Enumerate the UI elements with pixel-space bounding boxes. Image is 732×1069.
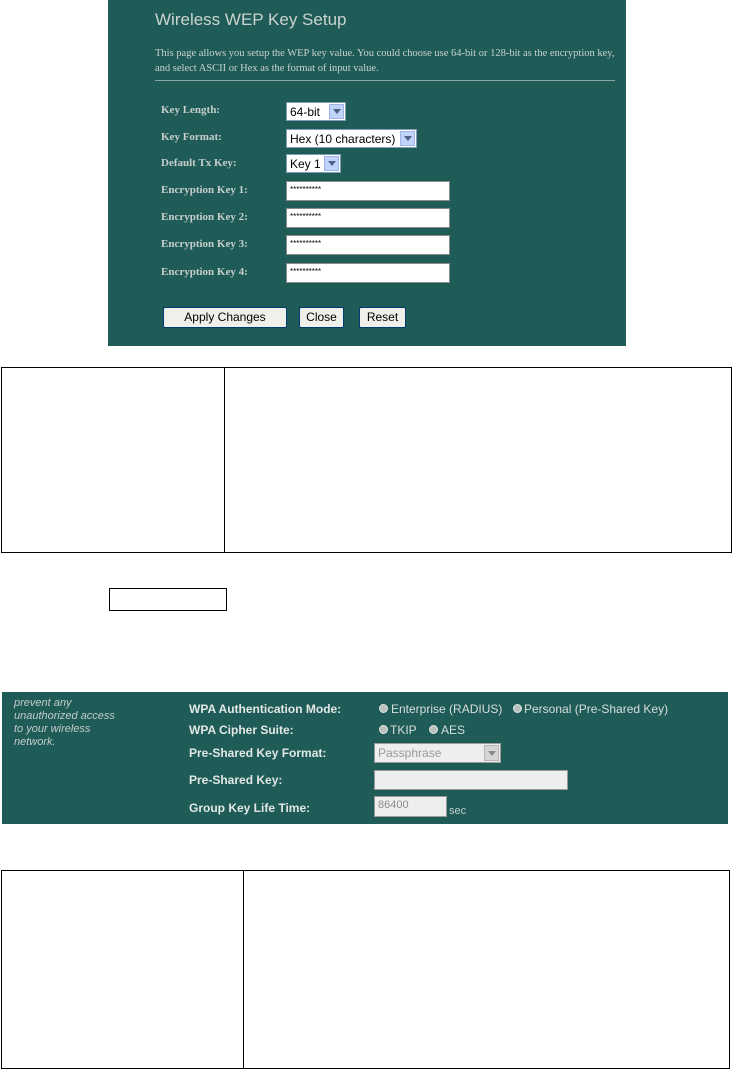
key-length-select[interactable] <box>286 102 346 121</box>
default-tx-key-select[interactable] <box>286 154 341 173</box>
divider <box>155 80 615 81</box>
enterprise-radio-label[interactable]: Enterprise (RADIUS) <box>391 702 503 716</box>
group-key-life-input[interactable]: 86400 <box>374 796 447 817</box>
close-button[interactable]: Close <box>299 307 344 328</box>
encryption-key-3-input[interactable]: ********** <box>286 235 450 255</box>
side-description-line: to your wireless <box>14 723 91 735</box>
group-key-life-unit: sec <box>449 805 467 817</box>
page-title: Wireless WEP Key Setup <box>155 10 347 29</box>
wpa-cipher-suite-label: WPA Cipher Suite: <box>189 723 294 737</box>
description-table-1 <box>1 367 732 553</box>
default-tx-key-label: Default Tx Key: <box>161 157 237 169</box>
encryption-key-1-input[interactable]: ********** <box>286 181 450 201</box>
key-length-label: Key Length: <box>161 104 220 116</box>
psk-format-label: Pre-Shared Key Format: <box>189 746 327 760</box>
description-table-2 <box>1 870 730 1069</box>
chevron-down-icon[interactable] <box>484 745 499 761</box>
chevron-down-icon[interactable] <box>324 156 339 171</box>
encryption-key-3-label: Encryption Key 3: <box>161 238 248 250</box>
psk-label: Pre-Shared Key: <box>189 773 283 787</box>
tkip-radio-label[interactable]: TKIP <box>390 723 417 737</box>
empty-label-box <box>109 588 227 611</box>
encryption-key-4-input[interactable]: ********** <box>286 263 450 283</box>
chevron-down-icon[interactable] <box>329 104 344 119</box>
chevron-down-icon[interactable] <box>400 131 415 146</box>
side-description <box>14 697 115 749</box>
personal-radio-label[interactable]: Personal (Pre-Shared Key) <box>524 702 669 716</box>
personal-radio[interactable] <box>513 704 522 713</box>
aes-radio[interactable] <box>429 725 438 734</box>
encryption-key-4-label: Encryption Key 4: <box>161 266 248 278</box>
key-format-value: Hex (10 characters) <box>290 132 396 146</box>
psk-format-value: Passphrase <box>378 746 442 760</box>
side-description-line: prevent any <box>14 697 72 709</box>
enterprise-radio[interactable] <box>379 704 388 713</box>
wep-setup-panel <box>108 0 626 346</box>
apply-changes-button[interactable]: Apply Changes <box>163 307 287 328</box>
encryption-key-2-label: Encryption Key 2: <box>161 211 248 223</box>
side-description-line: unauthorized access <box>14 710 115 722</box>
key-format-select[interactable] <box>286 129 417 148</box>
aes-radio-label[interactable]: AES <box>441 723 466 737</box>
encryption-key-2-input[interactable]: ********** <box>286 208 450 228</box>
table-column-divider <box>224 368 225 552</box>
encryption-key-1-label: Encryption Key 1: <box>161 184 248 196</box>
psk-format-select[interactable] <box>374 743 501 763</box>
tkip-radio[interactable] <box>379 725 388 734</box>
group-key-life-label: Group Key Life Time: <box>189 801 311 815</box>
page-description: This page allows you setup the WEP key value. You could choose use 64-bit or 128-bit as the encryption key, and select ASCII or Hex as the format of input value. <box>155 48 615 74</box>
psk-input[interactable] <box>374 770 568 790</box>
reset-button[interactable]: Reset <box>359 307 406 328</box>
wpa-setup-panel <box>2 692 728 824</box>
table-column-divider <box>243 871 244 1068</box>
wpa-auth-mode-label: WPA Authentication Mode: <box>189 702 342 716</box>
default-tx-key-value: Key 1 <box>290 157 321 171</box>
side-description-line: network. <box>14 736 56 748</box>
key-format-label: Key Format: <box>161 131 222 143</box>
key-length-value: 64-bit <box>290 105 321 119</box>
